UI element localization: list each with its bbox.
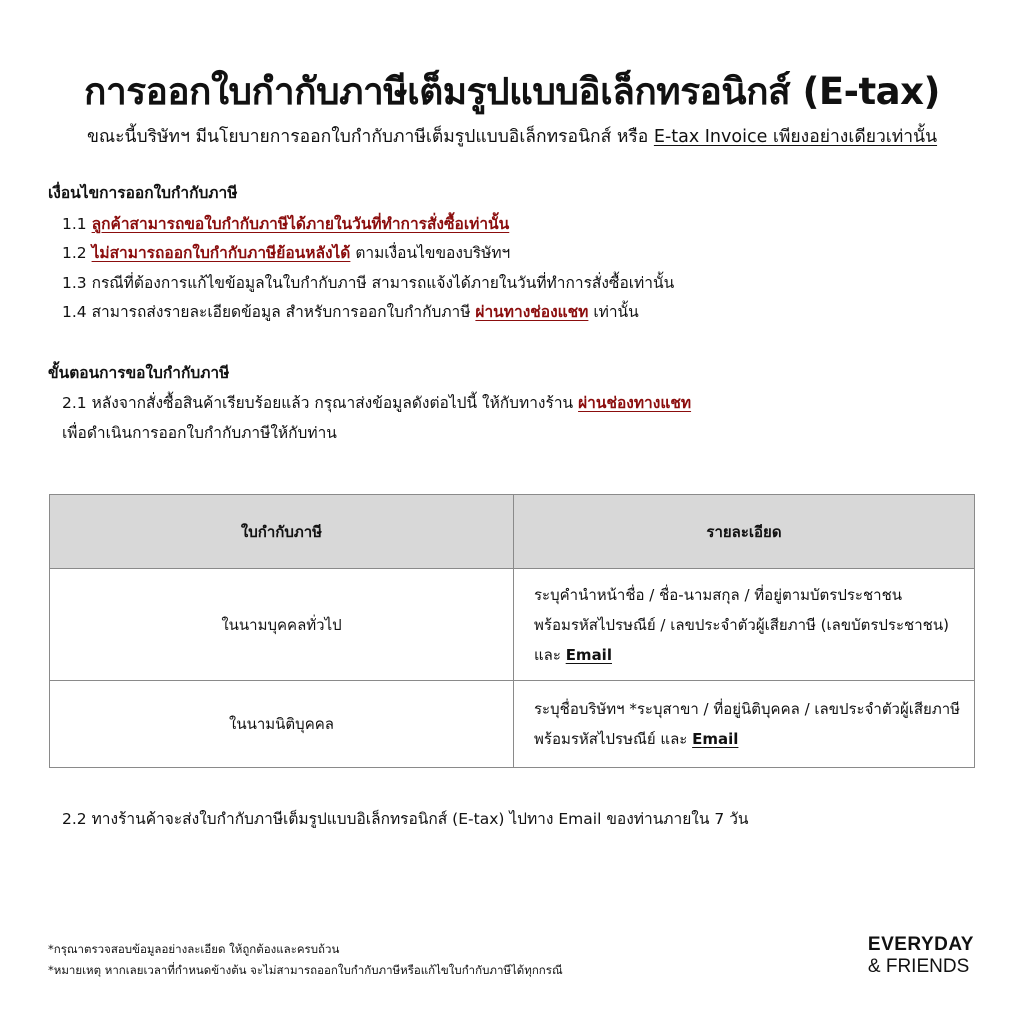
tax-invoice-table [49, 494, 975, 768]
condition-item-2 [62, 240, 510, 265]
details-cell [514, 681, 975, 768]
policy-subtitle [0, 122, 1024, 150]
step-number: 2.1 [62, 394, 92, 412]
condition-highlight: ผ่านทางช่องแชท [475, 303, 589, 321]
details-line: พร้อมรหัสไปรษณีย์ / เลขประจำตัวผู้เสียภาษี (เลขบัตรประชาชน) [534, 615, 949, 634]
email-emphasis: Email [565, 645, 612, 664]
condition-number: 1.4 [62, 303, 92, 321]
condition-text: ตามเงื่อนไขของบริษัทฯ [350, 244, 511, 262]
brand-line-1: EVERYDAY [867, 934, 974, 955]
subtitle-etax-emphasis: E-tax Invoice เพียงอย่างเดียวเท่านั้น [653, 127, 938, 147]
condition-number: 1.3 [62, 274, 92, 292]
condition-item-1 [62, 211, 509, 236]
page-title: การออกใบกำกับภาษีเต็มรูปแบบอิเล็กทรอนิกส์ (E-tax) [84, 70, 940, 113]
details-text: และ [534, 645, 566, 664]
header-invoice-type: ใบกำกับภาษี [50, 495, 514, 569]
step-2-2: 2.2 ทางร้านค้าจะส่งใบกำกับภาษีเต็มรูปแบบอิเล็กทรอนิกส์ (E-tax) ไปทาง Email ของท่านภายใน 7 วัน [62, 810, 749, 828]
email-emphasis: Email [692, 730, 739, 748]
step-2-1-continued: เพื่อดำเนินการออกใบกำกับภาษีให้กับท่าน [62, 424, 337, 442]
table-row [50, 681, 975, 768]
footnote-remark: *หมายเหตุ หากเลยเวลาที่กำหนดข้างต้น จะไม่สามารถออกใบกำกับภาษีหรือแก้ไขใบกำกับภาษีได้ทุกกรณี [48, 963, 563, 977]
details-line: ระบุคำนำหน้าชื่อ / ชื่อ-นามสกุล / ที่อยู่ตามบัตรประชาชน [534, 585, 903, 604]
condition-highlight: ลูกค้าสามารถขอใบกำกับภาษีได้ภายในวันที่ทำการสั่งซื้อเท่านั้น [91, 215, 510, 233]
conditions-title: เงื่อนไขการออกใบกำกับภาษี [48, 184, 238, 202]
details-line [534, 640, 966, 670]
steps-title: ขั้นตอนการขอใบกำกับภาษี [48, 364, 230, 382]
condition-item-4 [62, 299, 639, 324]
step-chat-highlight: ผ่านช่องทางแชท [578, 394, 692, 412]
header-details: รายละเอียด [514, 495, 975, 569]
condition-number: 1.2 [62, 244, 92, 262]
details-line: ระบุชื่อบริษัทฯ *ระบุสาขา / ที่อยู่นิติบุคคล / เลขประจำตัวผู้เสียภาษี [534, 700, 961, 718]
condition-text: สามารถส่งรายละเอียดข้อมูล สำหรับการออกใบกำกับภาษี [91, 303, 476, 321]
condition-highlight: ไม่สามารถออกใบกำกับภาษีย้อนหลังได้ [91, 244, 351, 262]
condition-text-end: เท่านั้น [588, 303, 639, 321]
details-cell [514, 569, 975, 681]
condition-item-3 [62, 270, 674, 295]
brand-logo [868, 934, 974, 978]
step-2-1 [62, 390, 691, 415]
details-text: พร้อมรหัสไปรษณีย์ และ [534, 730, 693, 748]
step-text: หลังจากสั่งซื้อสินค้าเรียบร้อยแล้ว กรุณาส่งข้อมูลดังต่อไปนี้ ให้กับทางร้าน [91, 394, 579, 412]
footnote-check: *กรุณาตรวจสอบข้อมูลอย่างละเอียด ให้ถูกต้องและครบถ้วน [48, 942, 340, 956]
table-header-row [50, 495, 975, 569]
condition-number: 1.1 [62, 215, 92, 233]
invoice-type-cell: ในนามนิติบุคคล [50, 681, 514, 768]
brand-line-2: & FRIENDS [867, 956, 970, 977]
subtitle-text: ขณะนี้บริษัทฯ มีนโยบายการออกใบกำกับภาษีเต็มรูปแบบอิเล็กทรอนิกส์ หรือ [86, 127, 654, 147]
invoice-type-cell: ในนามบุคคลทั่วไป [50, 569, 514, 681]
condition-text: กรณีที่ต้องการแก้ไขข้อมูลในใบกำกับภาษี สามารถแจ้งได้ภายในวันที่ทำการสั่งซื้อเท่านั้น [91, 274, 675, 292]
table-row [50, 569, 975, 681]
details-line [534, 724, 966, 754]
